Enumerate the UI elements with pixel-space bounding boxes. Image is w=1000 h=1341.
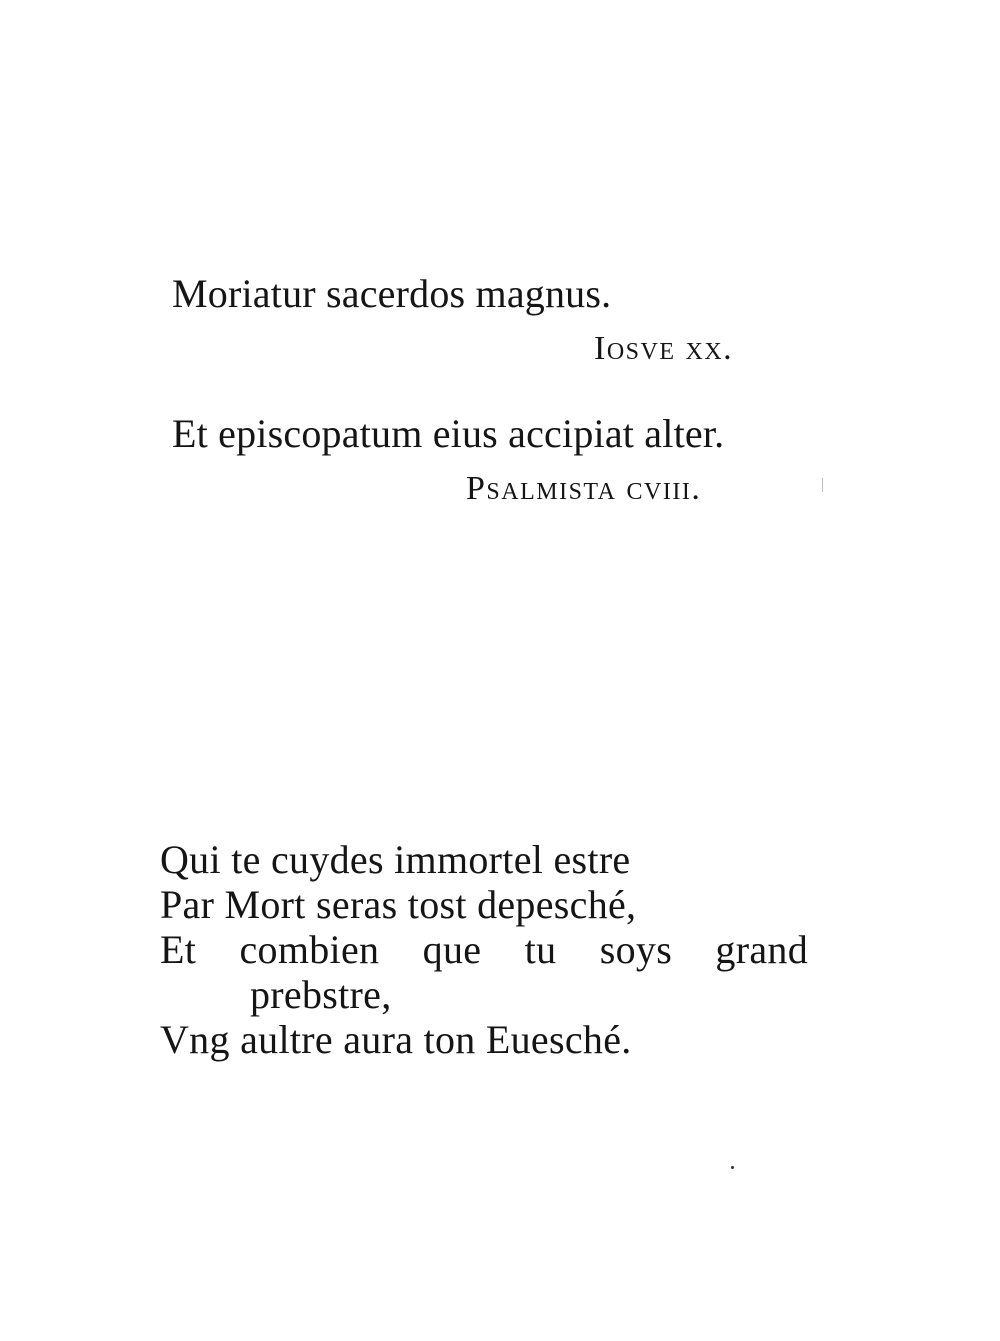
ink-speck	[731, 1166, 734, 1169]
margin-mark	[822, 478, 823, 492]
verse-line-3: Et combien que tu soys grand	[160, 927, 808, 972]
verse-line-3-continuation: prebstre,	[250, 972, 392, 1017]
epigraph-quote-1: Moriatur sacerdos magnus.	[172, 271, 612, 316]
epigraph-source-1: Iosve xx.	[594, 330, 734, 367]
epigraph-quote-2: Et episcopatum eius accipiat alter.	[172, 411, 725, 456]
verse-line-4: Vng aultre aura ton Euesché.	[160, 1017, 632, 1062]
verse-line-2: Par Mort seras tost depesché,	[160, 882, 637, 927]
verse-line-1: Qui te cuydes immortel estre	[160, 837, 631, 882]
epigraph-source-2: Psalmista cviii.	[466, 470, 702, 507]
